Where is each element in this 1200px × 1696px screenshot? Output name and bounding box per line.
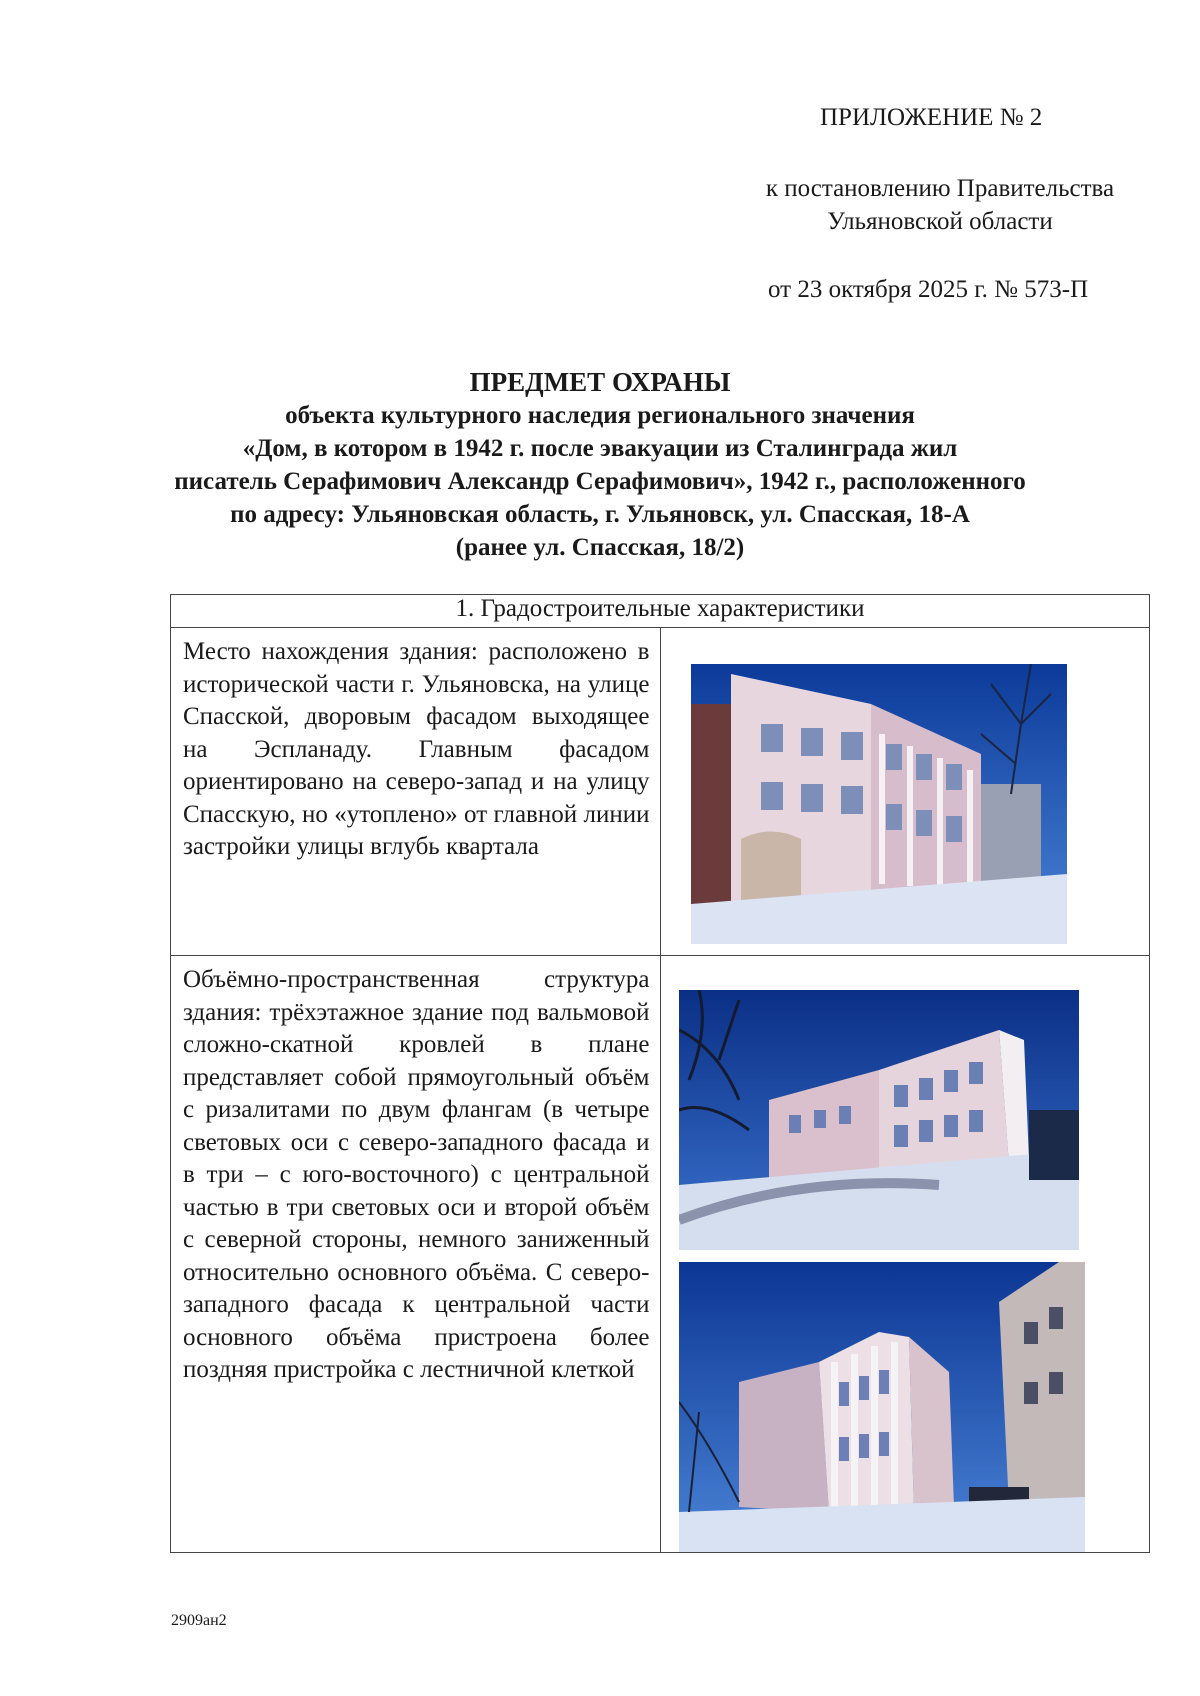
structure-cell xyxy=(171,956,661,1553)
photo-cell-1 xyxy=(660,628,1150,956)
photo-cell-2 xyxy=(660,956,1150,1553)
building-photo-1 xyxy=(691,664,1067,944)
resolution-date: от 23 октября 2025 г. № 573-П xyxy=(768,276,1089,303)
building-photo-3 xyxy=(679,1262,1085,1552)
title-line-1: ПРЕДМЕТ ОХРАНЫ xyxy=(469,367,731,397)
title-line-5: по адресу: Ульяновская область, г. Ульяновск, ул. Спасская, 18-А xyxy=(230,501,970,528)
location-cell xyxy=(171,628,661,956)
document-code: 2909ан2 xyxy=(171,1612,227,1629)
title-line-3: «Дом, в котором в 1942 г. после эвакуации из Сталинграда жил xyxy=(242,435,958,462)
building-photo-2 xyxy=(679,990,1079,1250)
annex-number: ПРИЛОЖЕНИЕ № 2 xyxy=(820,104,1043,131)
protection-table xyxy=(170,594,1150,1553)
resolution-reference xyxy=(740,172,1140,238)
resolution-line-2: Ульяновской области xyxy=(827,208,1053,235)
resolution-line-1: к постановлению Правительства xyxy=(765,175,1115,202)
table-header-row xyxy=(171,595,1150,628)
title-line-2: объекта культурного наследия регионального значения xyxy=(285,402,915,429)
table-row xyxy=(171,628,1150,956)
location-text: Место нахождения здания: расположено в исторической части г. Ульяновска, на улице Спасской, дворовым фасадом выходящее на Эспланаду. Главным фасадом ориентировано на северо-запад и на улицу Спасскую, но «утоплено» от главной линии застройки улицы вглубь квартала xyxy=(183,638,650,860)
section-heading: 1. Градостроительные характеристики xyxy=(171,595,1150,628)
title-line-4: писатель Серафимович Александр Серафимович», 1942 г., расположенного xyxy=(174,468,1026,495)
document-title xyxy=(150,366,1050,564)
structure-text: Объёмно-пространственная структура здания: трёхэтажное здание под вальмовой сложно-скатной кровлей в плане представляет собой прямоугольный объём с ризалитами по двум флангам (в четыре световых оси с северо-западного фасада и в три – с юго-восточного) с центральной частью в три световых оси и второй объём с северной стороны, немного заниженный относительно основного объёма. С северо-западного фасада к центральной части основного объёма пристроена более поздняя пристройка с лестничной клеткой xyxy=(183,966,650,1383)
title-line-6: (ранее ул. Спасская, 18/2) xyxy=(455,534,745,561)
table-row xyxy=(171,956,1150,1553)
